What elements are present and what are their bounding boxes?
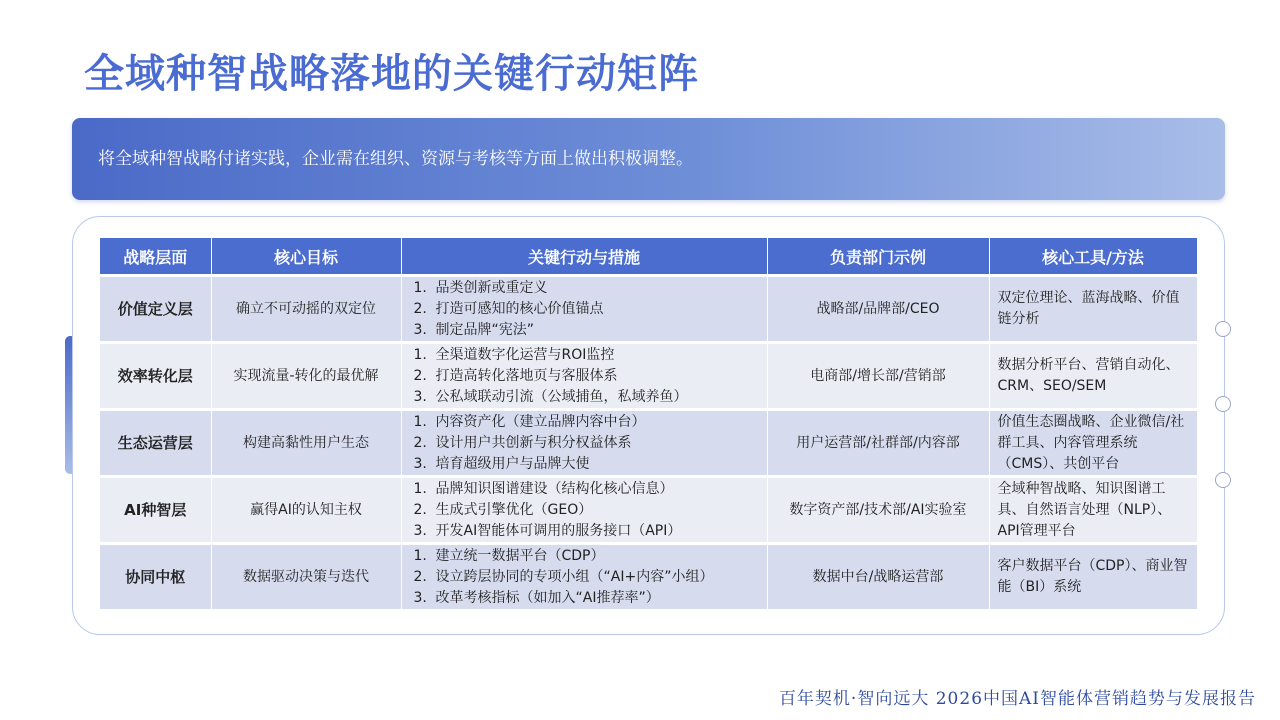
table-row — [100, 276, 1197, 343]
header-actions: 关键行动与措施 — [401, 238, 767, 276]
action-item: 2. 设计用户共创新与积分权益体系 — [413, 434, 632, 451]
action-item: 3. 培育超级用户与品牌大使 — [413, 455, 590, 472]
action-item: 3. 制定品牌“宪法” — [413, 321, 535, 338]
page-title: 全域种智战略落地的关键行动矩阵 — [84, 51, 699, 97]
tools-cell: 客户数据平台（CDP）、商业智能（BI）系统 — [989, 544, 1197, 610]
action-item: 3. 公私域联动引流（公域捕鱼，私域养鱼） — [413, 388, 688, 405]
action-item: 1. 建立统一数据平台（CDP） — [413, 547, 605, 564]
action-item: 3. 开发AI智能体可调用的服务接口（API） — [413, 522, 682, 539]
goal-cell: 数据驱动决策与迭代 — [211, 544, 401, 610]
tools-cell: 双定位理论、蓝海战略、价值链分析 — [989, 276, 1197, 343]
report-footer: 百年契机·智向远大 2026中国AI智能体营销趋势与发展报告 — [778, 689, 1256, 709]
actions-cell — [401, 410, 767, 477]
tools-cell: 全域种智战略、知识图谱工具、自然语言处理（NLP）、API管理平台 — [989, 477, 1197, 544]
dept-cell: 战略部/品牌部/CEO — [767, 276, 989, 343]
layer-cell: 协同中枢 — [100, 544, 211, 610]
layer-cell: 生态运营层 — [100, 410, 211, 477]
layer-cell: AI种智层 — [100, 477, 211, 544]
goal-cell: 实现流量-转化的最优解 — [211, 343, 401, 410]
action-item: 1. 品牌知识图谱建设（结构化核心信息） — [413, 480, 674, 497]
action-item: 2. 设立跨层协同的专项小组（“AI+内容”小组） — [413, 568, 714, 585]
layer-cell: 效率转化层 — [100, 343, 211, 410]
tools-cell: 数据分析平台、营销自动化、CRM、SEO/SEM — [989, 343, 1197, 410]
goal-cell: 赢得AI的认知主权 — [211, 477, 401, 544]
header-goal: 核心目标 — [211, 238, 401, 276]
actions-cell — [401, 544, 767, 610]
dept-cell: 电商部/增长部/营销部 — [767, 343, 989, 410]
actions-cell — [401, 477, 767, 544]
dept-cell: 数据中台/战略运营部 — [767, 544, 989, 610]
actions-cell — [401, 343, 767, 410]
action-item: 1. 品类创新或重定义 — [413, 279, 548, 296]
table-header-row — [100, 238, 1197, 276]
table-row — [100, 410, 1197, 477]
dept-cell: 数字资产部/技术部/AI实验室 — [767, 477, 989, 544]
header-dept: 负责部门示例 — [767, 238, 989, 276]
goal-cell: 确立不可动摇的双定位 — [211, 276, 401, 343]
intro-text: 将全域种智战略付诸实践，企业需在组织、资源与考核等方面上做出积极调整。 — [98, 149, 693, 169]
action-item: 2. 生成式引擎优化（GEO） — [413, 501, 593, 518]
action-item: 1. 全渠道数字化运营与ROI监控 — [413, 346, 615, 363]
table-row — [100, 343, 1197, 410]
header-tools: 核心工具/方法 — [989, 238, 1197, 276]
action-item: 2. 打造可感知的核心价值锚点 — [413, 300, 604, 317]
dept-cell: 用户运营部/社群部/内容部 — [767, 410, 989, 477]
table-row — [100, 477, 1197, 544]
intro-banner — [72, 118, 1225, 200]
action-item: 1. 内容资产化（建立品牌内容中台） — [413, 413, 646, 430]
action-item: 2. 打造高转化落地页与客服体系 — [413, 367, 618, 384]
action-item: 3. 改革考核指标（如加入“AI推荐率”） — [413, 589, 660, 606]
goal-cell: 构建高黏性用户生态 — [211, 410, 401, 477]
table-row — [100, 544, 1197, 610]
decorative-circle-icon — [1215, 396, 1231, 412]
action-matrix-table — [100, 238, 1198, 609]
decorative-circle-icon — [1215, 321, 1231, 337]
tools-cell: 价值生态圈战略、企业微信/社群工具、内容管理系统（CMS）、共创平台 — [989, 410, 1197, 477]
actions-cell — [401, 276, 767, 343]
decorative-circle-icon — [1215, 472, 1231, 488]
layer-cell: 价值定义层 — [100, 276, 211, 343]
header-layer: 战略层面 — [100, 238, 211, 276]
